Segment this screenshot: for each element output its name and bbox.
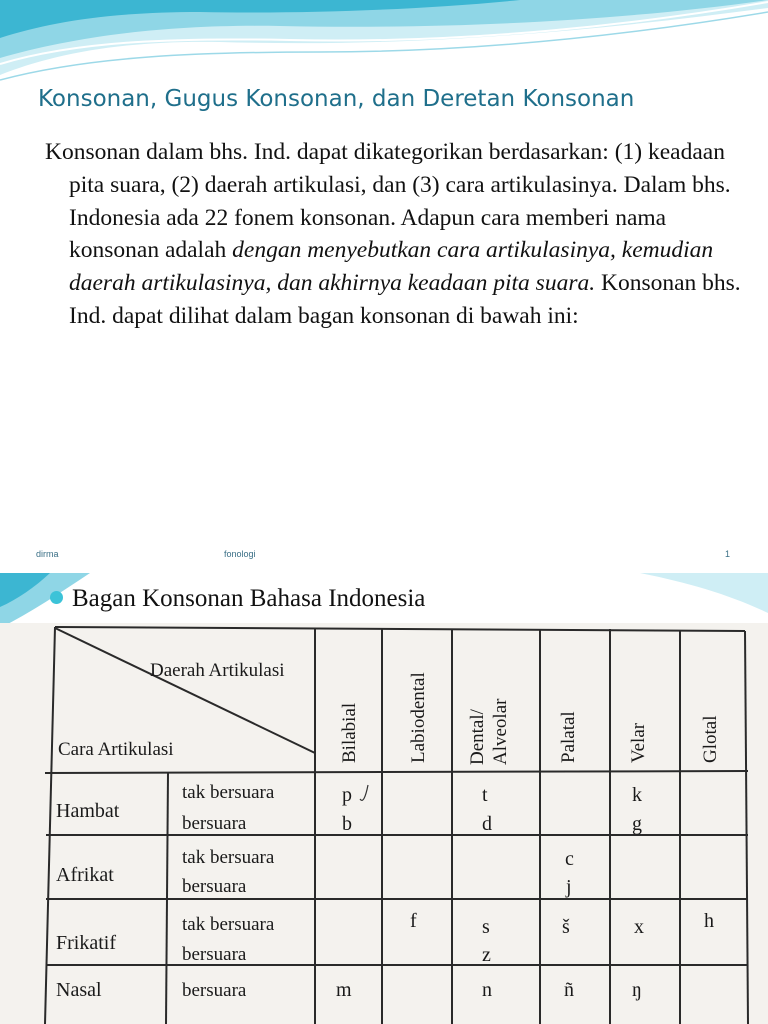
phoneme-b: b	[342, 813, 352, 835]
voiced-label: bersuara	[182, 980, 247, 1001]
body-text-part2: Konsonan bhs. Ind. dapat dilihat dalam bagan konsonan di bawah ini:	[69, 270, 741, 329]
body-text-part1: Konsonan dalam bhs. Ind. dapat dikategorikan berdasarkan: (1) keadaan pita suara, (2) daerah artikulasi, dan (3) cara artikulasinya. Dalam bhs. Indonesia ada 22 fonem konsonan. Adapun cara memberi nama konsonan adalah	[45, 139, 731, 264]
phoneme-m: m	[336, 979, 352, 1001]
manner-afrikat: Afrikat	[56, 864, 114, 886]
header-wave-decoration	[0, 0, 768, 90]
voiceless-label: tak bersuara	[182, 782, 275, 803]
phoneme-x: x	[634, 916, 644, 938]
col-header-dental: Dental/	[467, 709, 488, 765]
phoneme-s: s	[482, 916, 490, 938]
slide-body-text	[45, 136, 759, 333]
corner-label-daerah: Daerah Artikulasi	[150, 660, 285, 681]
footer-page-number: 1	[725, 549, 731, 559]
consonant-table	[0, 623, 768, 1024]
slide-header-text: Bagan Konsonan Bahasa Indonesia	[72, 585, 426, 612]
voiced-label: bersuara	[182, 876, 247, 897]
phoneme-p: p	[342, 784, 352, 806]
phoneme-t: t	[482, 784, 488, 806]
col-header-glotal: Glotal	[700, 715, 721, 763]
phoneme-f: f	[410, 910, 417, 932]
footer-subject: fonologi	[224, 549, 256, 559]
slide-title: Konsonan, Gugus Konsonan, dan Deretan Konsonan	[38, 86, 635, 112]
phoneme-z: z	[482, 944, 491, 966]
col-header-bilabial: Bilabial	[339, 702, 360, 763]
phoneme-h: h	[704, 910, 714, 932]
phoneme-s-caron: š	[562, 916, 570, 938]
slide-2	[0, 573, 768, 1024]
phoneme-eng: ŋ	[632, 979, 642, 1001]
consonant-chart	[0, 623, 768, 1024]
voiceless-label: tak bersuara	[182, 914, 275, 935]
voiced-label: bersuara	[182, 944, 247, 965]
bullet-icon	[50, 591, 63, 604]
col-header-palatal: Palatal	[558, 711, 579, 763]
phoneme-n: n	[482, 979, 492, 1001]
manner-nasal: Nasal	[56, 979, 102, 1001]
phoneme-g: g	[632, 813, 642, 835]
corner-label-cara: Cara Artikulasi	[58, 739, 174, 760]
phoneme-k: k	[632, 784, 642, 806]
pen-checkmark	[360, 785, 368, 800]
manner-frikatif: Frikatif	[56, 932, 116, 954]
col-header-velar: Velar	[628, 722, 649, 763]
phoneme-j: j	[566, 876, 572, 898]
col-header-labiodental: Labiodental	[408, 672, 429, 763]
phoneme-n-tilde: ñ	[564, 979, 574, 1001]
footer-author: dirma	[36, 549, 59, 559]
slide-header	[50, 585, 425, 613]
manner-hambat: Hambat	[56, 800, 120, 822]
phoneme-d: d	[482, 813, 492, 835]
voiceless-label: tak bersuara	[182, 847, 275, 868]
phoneme-c: c	[565, 848, 574, 870]
voiced-label: bersuara	[182, 813, 247, 834]
body-text-italic: dengan menyebutkan cara artikulasinya, kemudian daerah artikulasinya, dan akhirnya keadaan pita suara.	[69, 237, 714, 297]
col-header-alveolar: Alveolar	[490, 698, 511, 765]
